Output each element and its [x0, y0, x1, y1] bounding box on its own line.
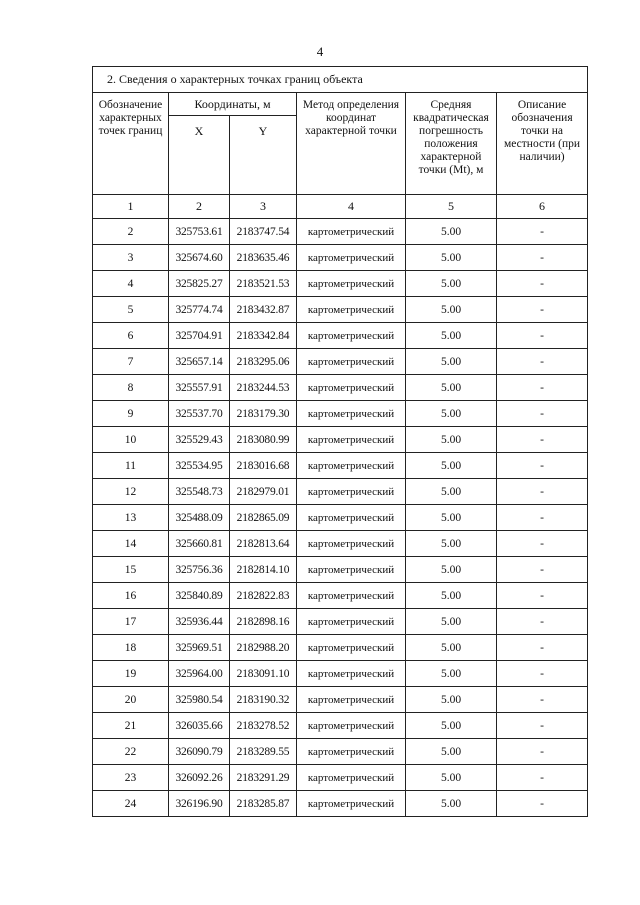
table-row: [93, 791, 588, 817]
header-method: Метод определения координат характерной точки: [297, 93, 406, 195]
accuracy-cell: 5.00: [406, 375, 497, 401]
description-cell: -: [497, 401, 588, 427]
description-cell: -: [497, 505, 588, 531]
point-number-cell: 10: [93, 427, 169, 453]
table-row: [93, 583, 588, 609]
table-row: [93, 505, 588, 531]
point-number-cell: 3: [93, 245, 169, 271]
table-row: [93, 557, 588, 583]
accuracy-cell: 5.00: [406, 557, 497, 583]
method-cell: картометрический: [297, 375, 406, 401]
y-coordinate-cell: 2183091.10: [230, 661, 297, 687]
point-number-cell: 7: [93, 349, 169, 375]
point-number-cell: 17: [93, 609, 169, 635]
description-cell: -: [497, 739, 588, 765]
y-coordinate-cell: 2183080.99: [230, 427, 297, 453]
y-coordinate-cell: 2183432.87: [230, 297, 297, 323]
table-row: [93, 219, 588, 245]
point-number-cell: 6: [93, 323, 169, 349]
accuracy-cell: 5.00: [406, 219, 497, 245]
column-number-row: [93, 195, 588, 219]
section-title: 2. Сведения о характерных точках границ объекта: [93, 67, 588, 93]
x-coordinate-cell: 325529.43: [169, 427, 230, 453]
accuracy-cell: 5.00: [406, 427, 497, 453]
description-cell: -: [497, 479, 588, 505]
x-coordinate-cell: 325825.27: [169, 271, 230, 297]
y-coordinate-cell: 2182813.64: [230, 531, 297, 557]
header-coordinates: Координаты, м: [169, 93, 297, 116]
description-cell: -: [497, 271, 588, 297]
x-coordinate-cell: 325537.70: [169, 401, 230, 427]
description-cell: -: [497, 219, 588, 245]
x-coordinate-cell: 326196.90: [169, 791, 230, 817]
column-number: 2: [169, 195, 230, 219]
method-cell: картометрический: [297, 479, 406, 505]
accuracy-cell: 5.00: [406, 271, 497, 297]
x-coordinate-cell: 325548.73: [169, 479, 230, 505]
method-cell: картометрический: [297, 583, 406, 609]
description-cell: -: [497, 297, 588, 323]
x-coordinate-cell: 325657.14: [169, 349, 230, 375]
table-row: [93, 739, 588, 765]
y-coordinate-cell: 2183278.52: [230, 713, 297, 739]
column-number: 1: [93, 195, 169, 219]
point-number-cell: 2: [93, 219, 169, 245]
x-coordinate-cell: 325557.91: [169, 375, 230, 401]
description-cell: -: [497, 661, 588, 687]
x-coordinate-cell: 325704.91: [169, 323, 230, 349]
description-cell: -: [497, 245, 588, 271]
y-coordinate-cell: 2183244.53: [230, 375, 297, 401]
description-cell: -: [497, 583, 588, 609]
x-coordinate-cell: 325534.95: [169, 453, 230, 479]
header-description: Описание обозначения точки на местности (при наличии): [497, 93, 588, 195]
x-coordinate-cell: 325674.60: [169, 245, 230, 271]
y-coordinate-cell: 2183289.55: [230, 739, 297, 765]
table-row: [93, 635, 588, 661]
y-coordinate-cell: 2182979.01: [230, 479, 297, 505]
method-cell: картометрический: [297, 427, 406, 453]
x-coordinate-cell: 325964.00: [169, 661, 230, 687]
y-coordinate-cell: 2183179.30: [230, 401, 297, 427]
header-x: X: [169, 116, 230, 195]
description-cell: -: [497, 791, 588, 817]
method-cell: картометрический: [297, 505, 406, 531]
method-cell: картометрический: [297, 739, 406, 765]
point-number-cell: 18: [93, 635, 169, 661]
x-coordinate-cell: 325980.54: [169, 687, 230, 713]
point-number-cell: 13: [93, 505, 169, 531]
description-cell: -: [497, 427, 588, 453]
accuracy-cell: 5.00: [406, 609, 497, 635]
accuracy-cell: 5.00: [406, 245, 497, 271]
method-cell: картометрический: [297, 661, 406, 687]
method-cell: картометрический: [297, 323, 406, 349]
method-cell: картометрический: [297, 687, 406, 713]
table-row: [93, 245, 588, 271]
table-row: [93, 297, 588, 323]
point-number-cell: 11: [93, 453, 169, 479]
point-number-cell: 23: [93, 765, 169, 791]
accuracy-cell: 5.00: [406, 531, 497, 557]
method-cell: картометрический: [297, 557, 406, 583]
boundary-points-table: [92, 66, 588, 817]
description-cell: -: [497, 635, 588, 661]
method-cell: картометрический: [297, 713, 406, 739]
point-number-cell: 12: [93, 479, 169, 505]
description-cell: -: [497, 557, 588, 583]
table-row: [93, 323, 588, 349]
header-point-designation: Обозначение характерных точек границ: [93, 93, 169, 195]
x-coordinate-cell: 325936.44: [169, 609, 230, 635]
description-cell: -: [497, 349, 588, 375]
point-number-cell: 24: [93, 791, 169, 817]
point-number-cell: 19: [93, 661, 169, 687]
table-row: [93, 349, 588, 375]
x-coordinate-cell: 325969.51: [169, 635, 230, 661]
y-coordinate-cell: 2183190.32: [230, 687, 297, 713]
description-cell: -: [497, 713, 588, 739]
accuracy-cell: 5.00: [406, 401, 497, 427]
method-cell: картометрический: [297, 271, 406, 297]
point-number-cell: 21: [93, 713, 169, 739]
method-cell: картометрический: [297, 791, 406, 817]
table-row: [93, 453, 588, 479]
accuracy-cell: 5.00: [406, 791, 497, 817]
y-coordinate-cell: 2183342.84: [230, 323, 297, 349]
accuracy-cell: 5.00: [406, 739, 497, 765]
accuracy-cell: 5.00: [406, 297, 497, 323]
header-y: Y: [230, 116, 297, 195]
table-row: [93, 609, 588, 635]
method-cell: картометрический: [297, 453, 406, 479]
column-number: 5: [406, 195, 497, 219]
description-cell: -: [497, 453, 588, 479]
point-number-cell: 16: [93, 583, 169, 609]
point-number-cell: 8: [93, 375, 169, 401]
column-number: 3: [230, 195, 297, 219]
accuracy-cell: 5.00: [406, 713, 497, 739]
accuracy-cell: 5.00: [406, 687, 497, 713]
x-coordinate-cell: 326092.26: [169, 765, 230, 791]
method-cell: картометрический: [297, 401, 406, 427]
accuracy-cell: 5.00: [406, 765, 497, 791]
y-coordinate-cell: 2183285.87: [230, 791, 297, 817]
y-coordinate-cell: 2182988.20: [230, 635, 297, 661]
method-cell: картометрический: [297, 245, 406, 271]
description-cell: -: [497, 375, 588, 401]
accuracy-cell: 5.00: [406, 505, 497, 531]
y-coordinate-cell: 2183635.46: [230, 245, 297, 271]
table-row: [93, 401, 588, 427]
description-cell: -: [497, 687, 588, 713]
description-cell: -: [497, 765, 588, 791]
point-number-cell: 4: [93, 271, 169, 297]
table-row: [93, 765, 588, 791]
y-coordinate-cell: 2182822.83: [230, 583, 297, 609]
method-cell: картометрический: [297, 219, 406, 245]
point-number-cell: 5: [93, 297, 169, 323]
points-table-body: [93, 219, 588, 817]
column-number: 6: [497, 195, 588, 219]
table-row: [93, 427, 588, 453]
table-row: [93, 661, 588, 687]
table-row: [93, 687, 588, 713]
method-cell: картометрический: [297, 531, 406, 557]
page-number: 4: [316, 44, 324, 59]
table-row: [93, 479, 588, 505]
x-coordinate-cell: 325660.81: [169, 531, 230, 557]
description-cell: -: [497, 609, 588, 635]
y-coordinate-cell: 2183016.68: [230, 453, 297, 479]
point-number-cell: 22: [93, 739, 169, 765]
y-coordinate-cell: 2182814.10: [230, 557, 297, 583]
accuracy-cell: 5.00: [406, 479, 497, 505]
accuracy-cell: 5.00: [406, 453, 497, 479]
x-coordinate-cell: 326090.79: [169, 739, 230, 765]
point-number-cell: 15: [93, 557, 169, 583]
x-coordinate-cell: 325488.09: [169, 505, 230, 531]
table-row: [93, 531, 588, 557]
method-cell: картометрический: [297, 349, 406, 375]
y-coordinate-cell: 2183295.06: [230, 349, 297, 375]
accuracy-cell: 5.00: [406, 349, 497, 375]
method-cell: картометрический: [297, 765, 406, 791]
table-row: [93, 271, 588, 297]
y-coordinate-cell: 2182898.16: [230, 609, 297, 635]
y-coordinate-cell: 2183521.53: [230, 271, 297, 297]
table-row: [93, 375, 588, 401]
x-coordinate-cell: 325840.89: [169, 583, 230, 609]
accuracy-cell: 5.00: [406, 323, 497, 349]
x-coordinate-cell: 325774.74: [169, 297, 230, 323]
accuracy-cell: 5.00: [406, 635, 497, 661]
point-number-cell: 9: [93, 401, 169, 427]
accuracy-cell: 5.00: [406, 661, 497, 687]
y-coordinate-cell: 2183747.54: [230, 219, 297, 245]
method-cell: картометрический: [297, 609, 406, 635]
accuracy-cell: 5.00: [406, 583, 497, 609]
y-coordinate-cell: 2182865.09: [230, 505, 297, 531]
description-cell: -: [497, 323, 588, 349]
point-number-cell: 14: [93, 531, 169, 557]
method-cell: картометрический: [297, 635, 406, 661]
x-coordinate-cell: 325753.61: [169, 219, 230, 245]
header-accuracy: Средняя квадратическая погрешность положения характерной точки (Mt), м: [406, 93, 497, 195]
y-coordinate-cell: 2183291.29: [230, 765, 297, 791]
column-number: 4: [297, 195, 406, 219]
x-coordinate-cell: 326035.66: [169, 713, 230, 739]
table-row: [93, 713, 588, 739]
point-number-cell: 20: [93, 687, 169, 713]
method-cell: картометрический: [297, 297, 406, 323]
x-coordinate-cell: 325756.36: [169, 557, 230, 583]
description-cell: -: [497, 531, 588, 557]
